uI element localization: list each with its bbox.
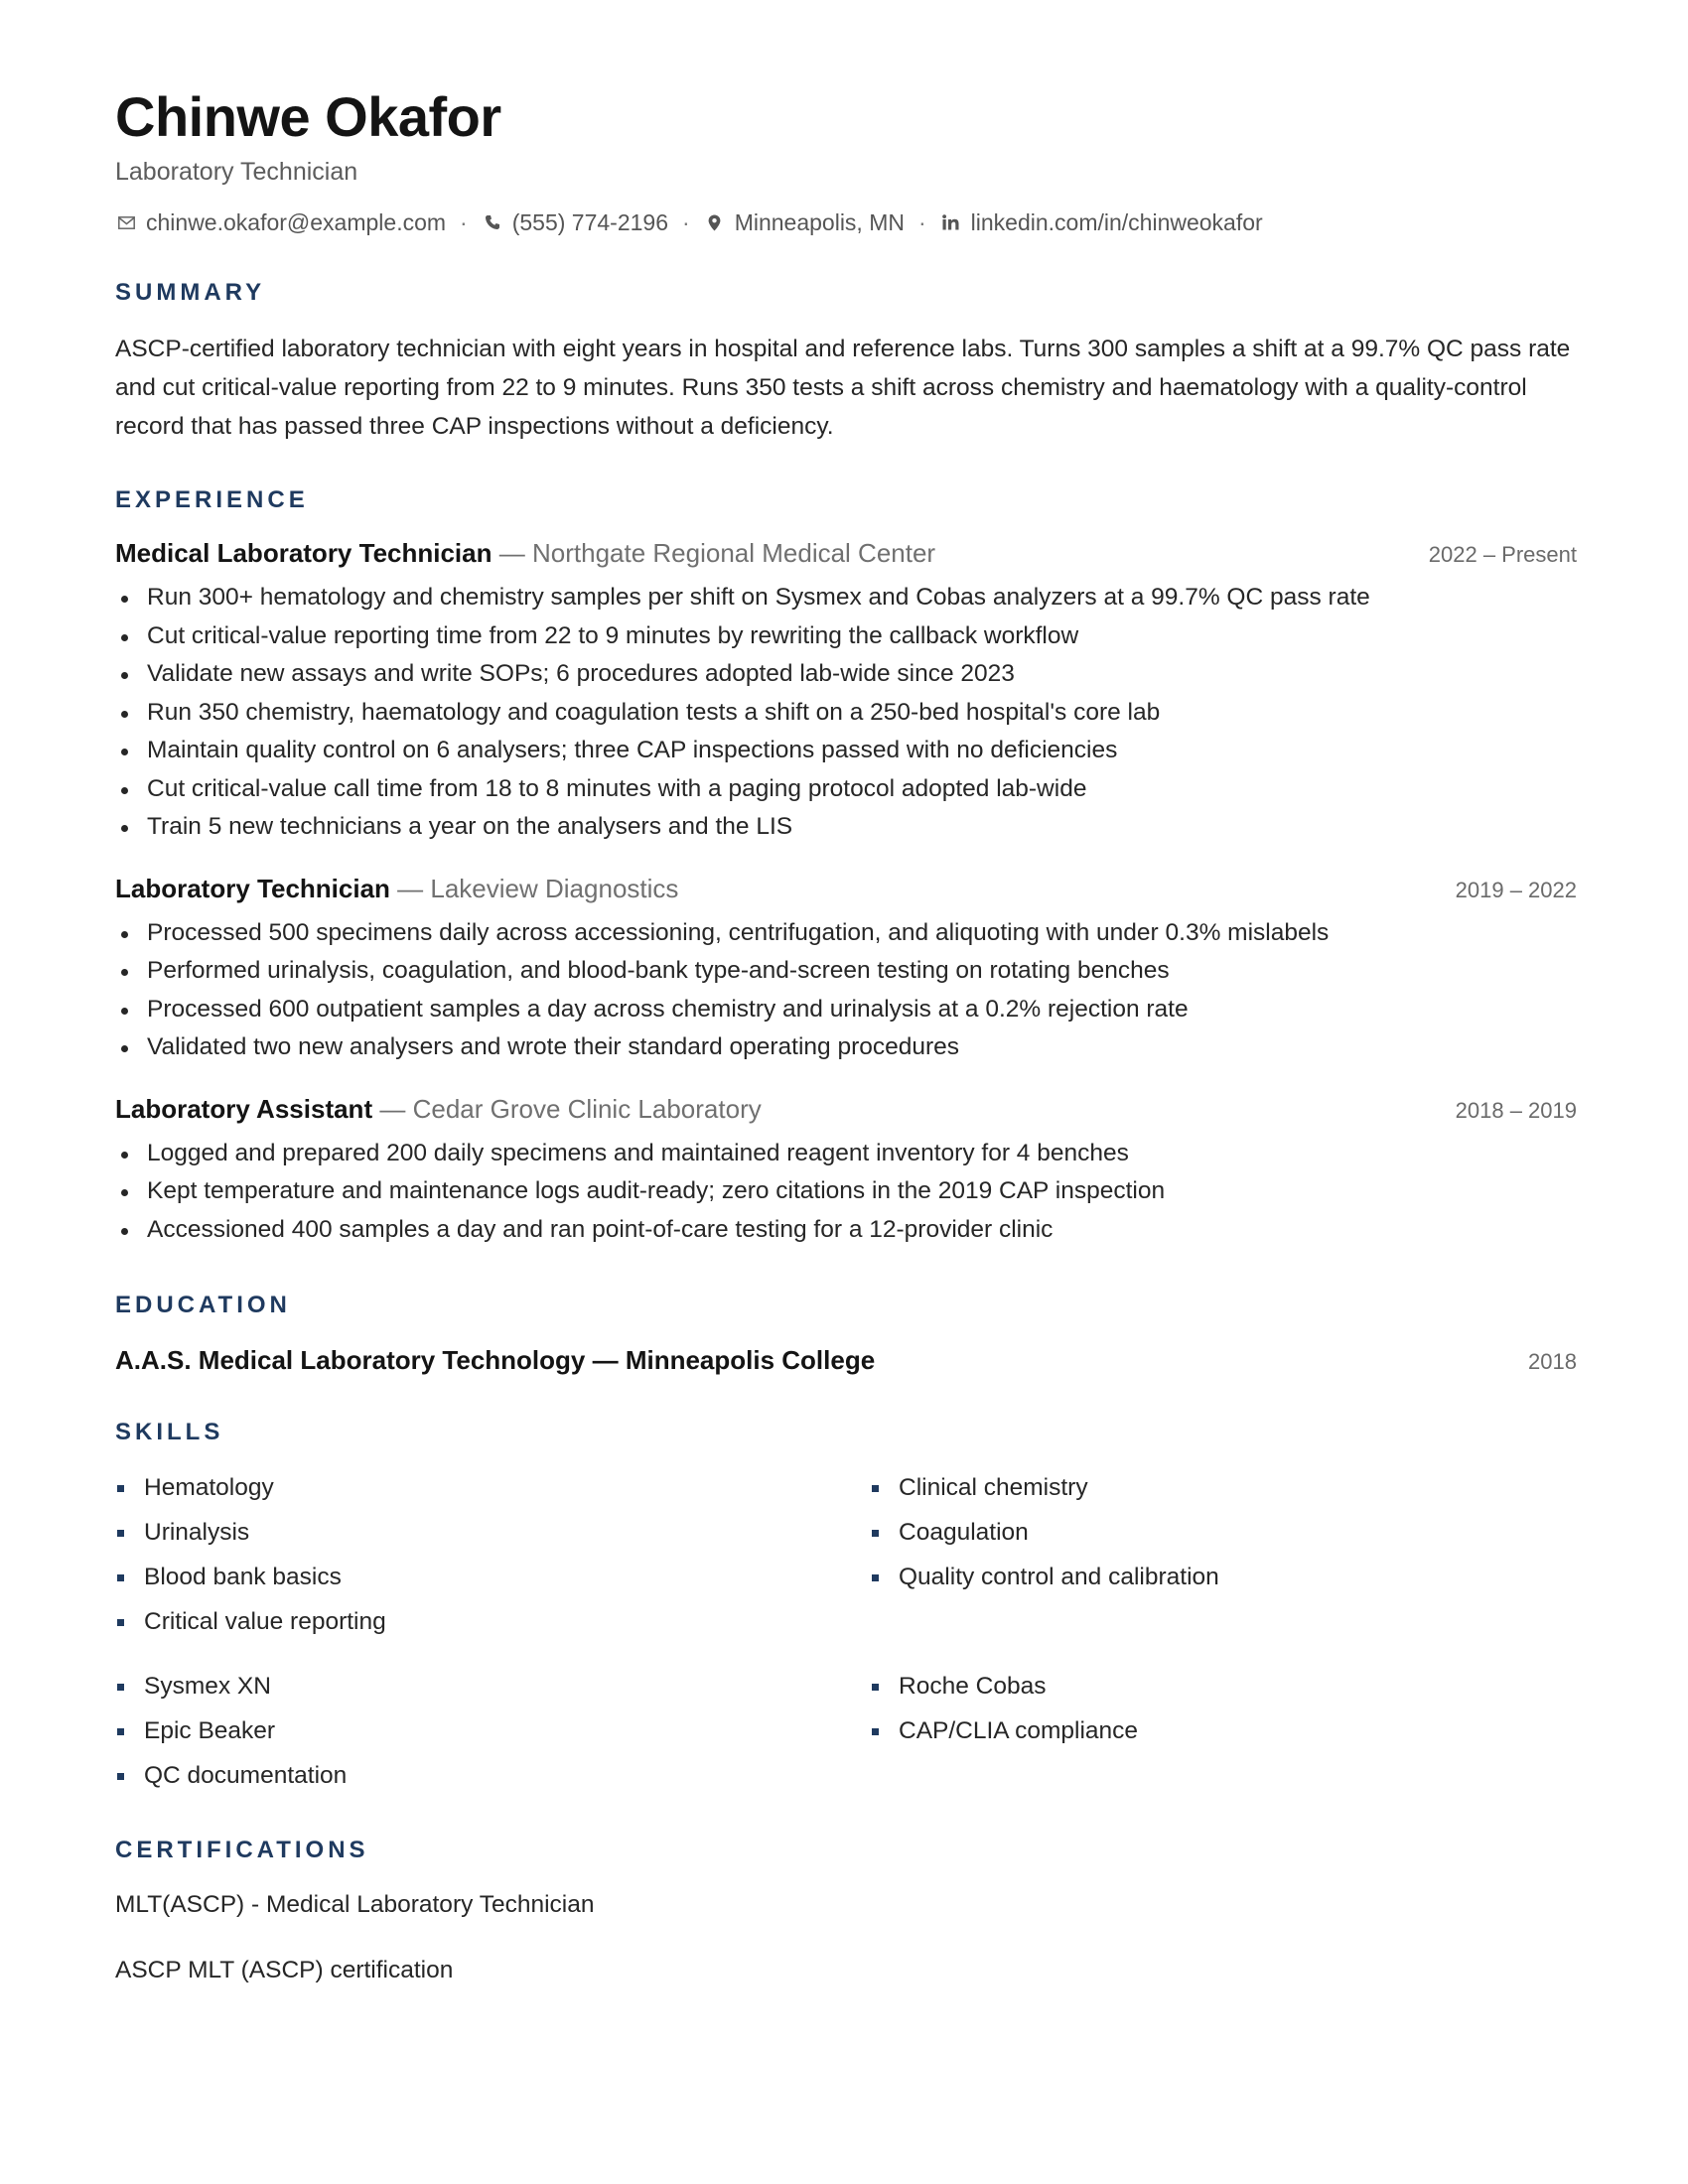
job-dash: — bbox=[498, 538, 525, 568]
certification-item: MLT(ASCP) - Medical Laboratory Technician bbox=[115, 1891, 595, 1918]
bullet-item: Processed 500 specimens daily across accessioning, centrifugation, and aliquoting with under 0.3% mislabels bbox=[115, 914, 1577, 953]
job-dates: 2022 – Present bbox=[1428, 542, 1577, 567]
job-header bbox=[115, 535, 1577, 573]
bullet-item: Train 5 new technicians a year on the analysers and the LIS bbox=[115, 808, 1577, 847]
job-dash: — bbox=[379, 1093, 406, 1124]
bullet-item: Processed 600 outpatient samples a day across chemistry and urinalysis at a 0.2% rejection rate bbox=[115, 991, 1577, 1029]
job-role: Laboratory Technician bbox=[115, 873, 390, 903]
bullet-item: Kept temperature and maintenance logs audit-ready; zero citations in the 2019 CAP inspection bbox=[115, 1172, 1577, 1211]
summary-text: ASCP-certified laboratory technician with eight years in hospital and reference labs. Turns 300 samples a shift at a 99.7% QC pass rate and cut critical-value reporting from 22 to 9 minutes. Runs 350 tests a shift across chemistry and haematology with a quality-control record that has passed three CAP inspections without a deficiency. bbox=[115, 336, 1571, 440]
bullet-item: Validated two new analysers and wrote their standard operating procedures bbox=[115, 1028, 1577, 1067]
job-role: Laboratory Assistant bbox=[115, 1093, 373, 1124]
contact-separator: · bbox=[682, 209, 690, 235]
linkedin-text[interactable]: linkedin.com/in/chinweokafor bbox=[970, 209, 1263, 235]
skill-item: Roche Cobas bbox=[870, 1664, 1577, 1708]
mail-icon bbox=[115, 211, 137, 233]
contact-location bbox=[704, 206, 905, 238]
bullet-item: Cut critical-value reporting time from 22 to 9 minutes by rewriting the callback workflow bbox=[115, 617, 1577, 656]
location-pin-icon bbox=[704, 211, 726, 233]
skill-item: Hematology bbox=[115, 1465, 870, 1510]
candidate-name: Chinwe Okafor bbox=[115, 85, 501, 148]
skills-column-left bbox=[115, 1664, 870, 1798]
contact-separator: · bbox=[917, 209, 926, 235]
job-header bbox=[115, 871, 1577, 908]
resume-content bbox=[115, 83, 1577, 1988]
skill-item: Quality control and calibration bbox=[870, 1555, 1577, 1599]
skills-heading: SKILLS bbox=[115, 1419, 224, 1445]
job-entry bbox=[115, 1091, 1577, 1250]
skill-item: CAP/CLIA compliance bbox=[870, 1708, 1577, 1753]
education-year: 2018 bbox=[1528, 1349, 1577, 1374]
experience-heading: EXPERIENCE bbox=[115, 486, 309, 513]
bullet-item: Maintain quality control on 6 analysers; three CAP inspections passed with no deficiencies bbox=[115, 732, 1577, 770]
skill-item: Coagulation bbox=[870, 1510, 1577, 1555]
education-heading: EDUCATION bbox=[115, 1292, 291, 1318]
skills-column-right bbox=[870, 1664, 1577, 1798]
contact-email[interactable] bbox=[115, 206, 446, 238]
skill-item: Sysmex XN bbox=[115, 1664, 870, 1708]
bullet-item: Logged and prepared 200 daily specimens and maintained reagent inventory for 4 benches bbox=[115, 1135, 1577, 1173]
skills-column-right bbox=[870, 1465, 1577, 1644]
bullet-item: Run 300+ hematology and chemistry samples per shift on Sysmex and Cobas analyzers at a 99.7% QC pass rate bbox=[115, 579, 1577, 617]
job-dates: 2018 – 2019 bbox=[1455, 1097, 1577, 1123]
phone-icon bbox=[482, 211, 503, 233]
job-company: Lakeview Diagnostics bbox=[430, 873, 679, 903]
education-entry bbox=[115, 1342, 1577, 1380]
job-company: Northgate Regional Medical Center bbox=[531, 538, 936, 568]
certifications-heading: CERTIFICATIONS bbox=[115, 1837, 369, 1863]
skill-item: Clinical chemistry bbox=[870, 1465, 1577, 1510]
email-text[interactable]: chinwe.okafor@example.com bbox=[146, 209, 447, 235]
contact-separator: · bbox=[460, 209, 468, 235]
certification-item: ASCP MLT (ASCP) certification bbox=[115, 1957, 454, 1983]
job-bullets bbox=[115, 914, 1577, 1067]
summary-heading: SUMMARY bbox=[115, 279, 266, 306]
contact-phone[interactable] bbox=[482, 206, 668, 238]
bullet-item: Validate new assays and write SOPs; 6 procedures adopted lab-wide since 2023 bbox=[115, 655, 1577, 694]
education-degree: A.A.S. Medical Laboratory Technology — Minneapolis College bbox=[115, 1345, 876, 1375]
job-header bbox=[115, 1091, 1577, 1129]
bullet-item: Run 350 chemistry, haematology and coagulation tests a shift on a 250-bed hospital's core lab bbox=[115, 694, 1577, 733]
bullet-item: Cut critical-value call time from 18 to 8 minutes with a paging protocol adopted lab-wide bbox=[115, 770, 1577, 809]
skills-column-left bbox=[115, 1465, 870, 1644]
skill-item: Epic Beaker bbox=[115, 1708, 870, 1753]
skills-group bbox=[115, 1664, 1577, 1798]
contact-linkedin[interactable] bbox=[940, 206, 1263, 238]
skills-group bbox=[115, 1465, 1577, 1644]
skill-item: QC documentation bbox=[115, 1753, 870, 1798]
skill-item: Urinalysis bbox=[115, 1510, 870, 1555]
contact-line bbox=[115, 206, 1577, 238]
bullet-item: Accessioned 400 samples a day and ran point-of-care testing for a 12-provider clinic bbox=[115, 1211, 1577, 1250]
job-role: Medical Laboratory Technician bbox=[115, 538, 492, 568]
job-entry bbox=[115, 871, 1577, 1067]
bullet-item: Performed urinalysis, coagulation, and blood-bank type-and-screen testing on rotating benches bbox=[115, 952, 1577, 991]
job-dash: — bbox=[397, 873, 424, 903]
skill-item: Critical value reporting bbox=[115, 1599, 870, 1644]
location-text: Minneapolis, MN bbox=[734, 209, 905, 235]
job-entry bbox=[115, 535, 1577, 847]
job-bullets bbox=[115, 1135, 1577, 1250]
job-bullets bbox=[115, 579, 1577, 847]
linkedin-icon bbox=[940, 211, 962, 233]
skill-item: Blood bank basics bbox=[115, 1555, 870, 1599]
job-company: Cedar Grove Clinic Laboratory bbox=[412, 1093, 762, 1124]
job-dates: 2019 – 2022 bbox=[1455, 877, 1577, 902]
phone-text[interactable]: (555) 774-2196 bbox=[511, 209, 669, 235]
candidate-title: Laboratory Technician bbox=[115, 158, 358, 186]
